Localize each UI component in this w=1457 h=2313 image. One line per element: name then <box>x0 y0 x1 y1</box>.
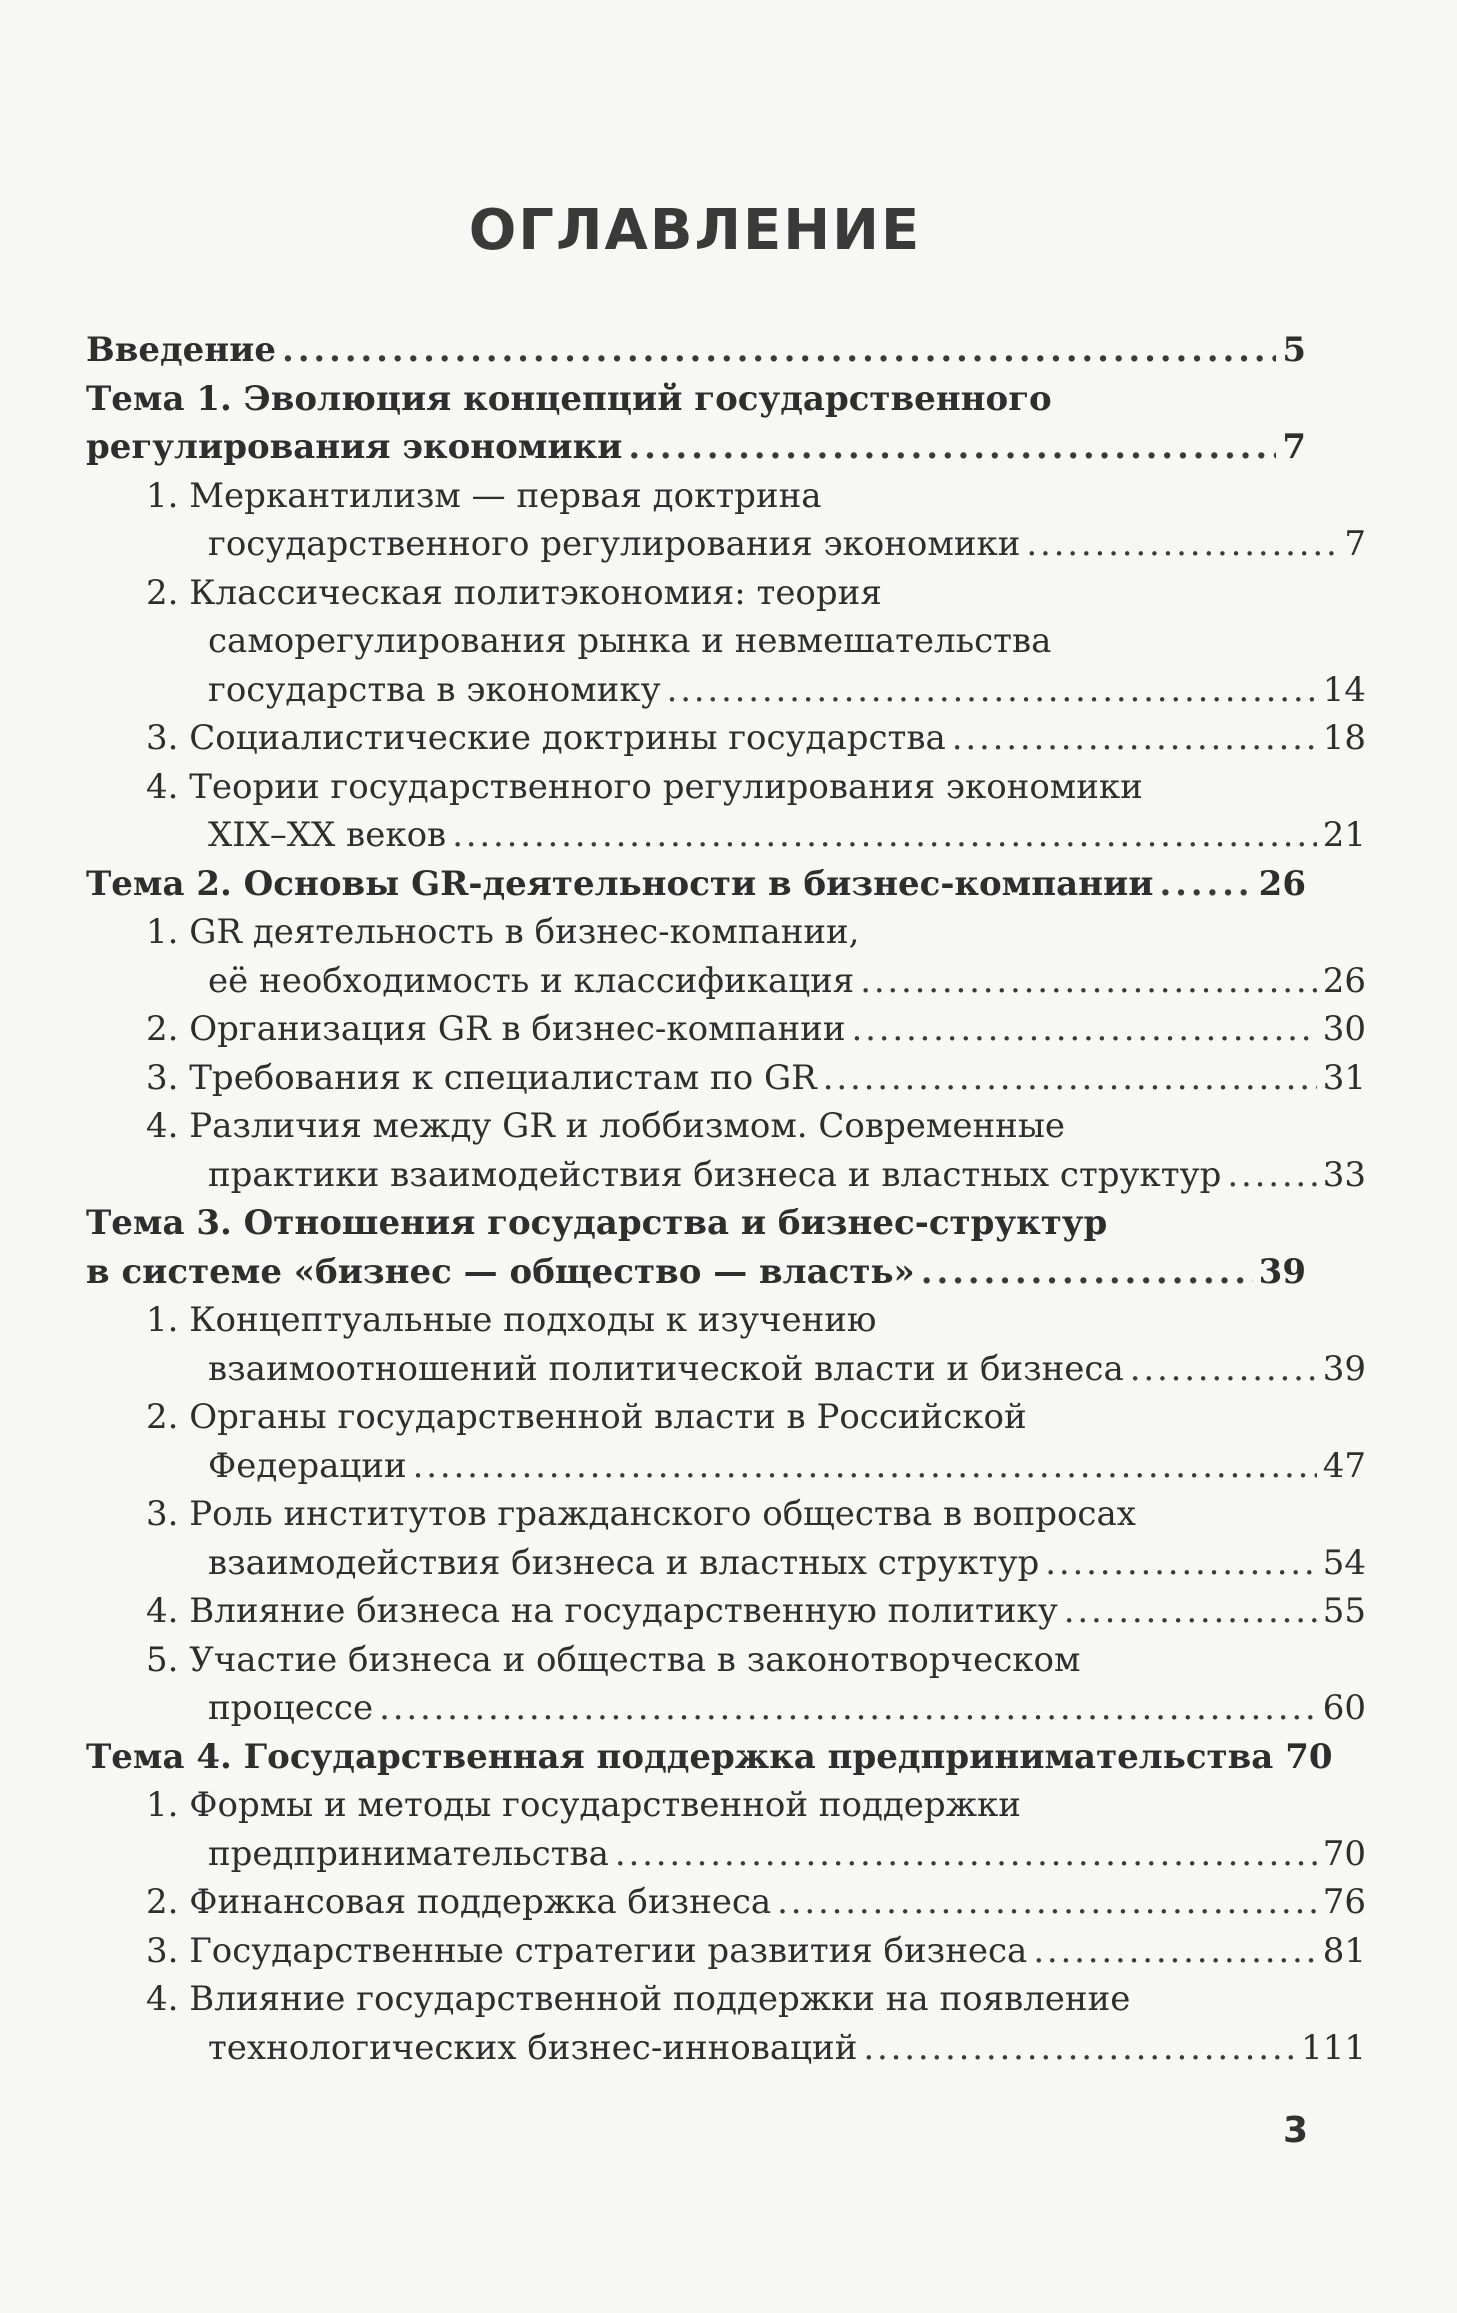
toc-entry-text: взаимодействия бизнеса и властных структур <box>208 1542 1040 1583</box>
toc-entry-text: 1. GR деятельность в бизнес-компании, <box>146 912 860 952</box>
toc-page-number: 31 <box>1322 1057 1366 1098</box>
toc-entry-line <box>146 957 1366 1006</box>
toc-topic-entry[interactable] <box>86 1733 1333 1782</box>
toc-entry-text: 3. Социалистические доктрины государства <box>146 718 946 758</box>
toc-entry-text: Федерации <box>208 1445 407 1486</box>
toc-entry-text: 5. Участие бизнеса и общества в законотворческом <box>146 1639 1081 1680</box>
toc-page-number: 81 <box>1322 1930 1366 1971</box>
toc-entry-line <box>146 1684 1366 1733</box>
dot-leader <box>860 957 1317 1006</box>
toc-entry-text: 4. Влияние бизнеса на государственную политику <box>146 1591 1058 1631</box>
toc-page-number: 26 <box>1258 863 1306 904</box>
dot-leader <box>823 1054 1317 1103</box>
toc-page-number: 39 <box>1258 1251 1306 1292</box>
toc-page-number: 14 <box>1322 669 1366 710</box>
toc-entry-line <box>146 1636 1366 1685</box>
page-number: 3 <box>1283 2110 1309 2151</box>
toc-entry-line <box>146 1830 1366 1879</box>
toc-entry-line <box>146 1296 1366 1345</box>
dot-leader <box>413 1442 1317 1491</box>
toc-entry-text: XIX–XX веков <box>208 815 447 855</box>
toc-entry-text: Тема 1. Эволюция концепций государственного <box>86 378 1052 419</box>
dot-leader <box>1159 860 1252 909</box>
page-title: ОГЛАВЛЕНИЕ <box>468 198 922 263</box>
toc-entry-line <box>146 569 1366 618</box>
toc-entry-text: 1. Формы и методы государственной поддержки <box>146 1785 1021 1825</box>
toc-entry-line <box>146 763 1366 812</box>
toc-entry-text: Тема 3. Отношения государства и бизнес-структур <box>86 1203 1108 1243</box>
toc-subsection-entry[interactable] <box>86 1490 1366 1587</box>
toc-subsection-entry[interactable] <box>86 1296 1366 1393</box>
toc-subsection-entry[interactable] <box>86 1781 1366 1878</box>
toc-topic-entry[interactable] <box>86 375 1306 472</box>
dot-leader <box>1026 520 1338 569</box>
toc-subsection-entry[interactable] <box>86 569 1366 715</box>
toc-page-number: 76 <box>1322 1882 1366 1922</box>
toc-entry-line <box>86 375 1306 424</box>
toc-entry-text: практики взаимодействия бизнеса и властных структур <box>208 1154 1222 1195</box>
toc-page-number: 30 <box>1322 1009 1366 1049</box>
toc-entry-line <box>86 860 1306 909</box>
toc-page-number: 54 <box>1322 1542 1366 1583</box>
toc-page-number: 47 <box>1322 1445 1366 1486</box>
toc-page-number: 55 <box>1322 1591 1366 1631</box>
toc-entry-text: технологических бизнес-инноваций <box>208 2027 858 2068</box>
toc-entry-line <box>146 1442 1366 1491</box>
toc-entry-text: процессе <box>208 1688 374 1728</box>
toc-page-number: 33 <box>1322 1154 1366 1195</box>
toc-entry-text: государственного регулирования экономики <box>208 524 1021 564</box>
toc-subsection-entry[interactable] <box>86 763 1366 860</box>
toc-page-number: 70 <box>1285 1736 1333 1777</box>
toc-subsection-entry[interactable] <box>86 472 1366 569</box>
toc-entry-line <box>146 1393 1366 1442</box>
toc-entry-line <box>146 1151 1366 1200</box>
toc-page-number: 70 <box>1322 1833 1366 1874</box>
toc-page-number: 7 <box>1282 427 1306 467</box>
dot-leader <box>1033 1927 1316 1976</box>
toc-page-number: 60 <box>1322 1688 1366 1728</box>
toc-subsection-entry[interactable] <box>86 908 1366 1005</box>
toc-topic-entry[interactable] <box>86 860 1306 909</box>
toc-page-number: 7 <box>1344 524 1366 564</box>
toc-entry-line <box>86 326 1306 375</box>
dot-leader <box>777 1878 1317 1927</box>
toc-entry-line <box>146 472 1366 521</box>
dot-leader <box>1227 1151 1316 1200</box>
toc-entry-text: 2. Органы государственной власти в Российской <box>146 1397 1027 1437</box>
toc-entry-line <box>146 1927 1366 1976</box>
toc-subsection-entry[interactable] <box>86 1927 1366 1976</box>
toc-topic-entry[interactable] <box>86 1199 1306 1296</box>
dot-leader <box>851 1005 1316 1054</box>
toc-page-number: 5 <box>1282 330 1306 370</box>
toc-page-number: 21 <box>1322 815 1366 855</box>
dot-leader <box>1130 1345 1317 1394</box>
toc-entry-line <box>146 2024 1366 2073</box>
dot-leader <box>1045 1539 1317 1588</box>
toc-entry-text: 2. Финансовая поддержка бизнеса <box>146 1882 772 1922</box>
toc-entry-line <box>146 908 1366 957</box>
dot-leader <box>1064 1587 1317 1636</box>
dot-leader <box>615 1830 1317 1879</box>
toc-entry-line <box>86 1248 1306 1297</box>
toc-subsection-entry[interactable] <box>86 1005 1366 1054</box>
toc-entry-text: 2. Организация GR в бизнес-компании <box>146 1009 846 1049</box>
toc-entry-text: в системе «бизнес — общество — власть» <box>86 1251 915 1292</box>
toc-entry-line <box>146 1490 1366 1539</box>
toc-entry-line <box>86 423 1306 472</box>
dot-leader <box>863 2024 1295 2073</box>
toc-subsection-entry[interactable] <box>86 1393 1366 1490</box>
toc-entry-text: Тема 4. Государственная поддержка предпринимательства <box>86 1736 1274 1777</box>
toc-subsection-entry[interactable] <box>86 1102 1366 1199</box>
toc-subsection-entry[interactable] <box>86 1054 1366 1103</box>
toc-subsection-entry[interactable] <box>86 1878 1366 1927</box>
toc-entry-text: Тема 2. Основы GR-деятельности в бизнес-компании <box>86 863 1154 904</box>
toc-entry-text: государства в экономику <box>208 669 661 710</box>
toc-entry-text: Введение <box>86 330 277 370</box>
toc-entry-line <box>146 1005 1366 1054</box>
toc-page-number: 39 <box>1322 1348 1366 1389</box>
toc-entry-line <box>146 811 1366 860</box>
toc-page-number: 18 <box>1322 718 1366 758</box>
toc-entry-text: взаимоотношений политической власти и бизнеса <box>208 1348 1124 1389</box>
toc-entry-text: 3. Государственные стратегии развития бизнеса <box>146 1930 1028 1971</box>
toc-entry-text: предпринимательства <box>208 1833 609 1874</box>
dot-leader <box>921 1248 1253 1297</box>
toc-entry-line <box>146 1975 1366 2024</box>
dot-leader <box>952 714 1317 763</box>
toc-entry-line <box>146 666 1366 715</box>
dot-leader <box>379 1684 1317 1733</box>
dot-leader <box>667 666 1317 715</box>
toc-entry-line <box>86 1733 1333 1782</box>
toc-entry-line <box>146 1102 1366 1151</box>
toc-entry-text: регулирования экономики <box>86 427 623 467</box>
toc-entry-text: 3. Требования к специалистам по GR <box>146 1057 817 1098</box>
toc-entry-text: 4. Теории государственного регулирования экономики <box>146 766 1143 807</box>
toc-entry-text: 4. Различия между GR и лоббизмом. Современные <box>146 1106 1065 1146</box>
toc-entry-line <box>146 617 1366 666</box>
toc-entry-text: 1. Концептуальные подходы к изучению <box>146 1300 877 1340</box>
toc-entry-text: 2. Классическая политэкономия: теория <box>146 572 882 613</box>
table-of-contents <box>86 326 1366 2072</box>
toc-entry-line <box>146 1054 1366 1103</box>
toc-entry-line <box>86 1199 1306 1248</box>
dot-leader <box>282 326 1276 375</box>
toc-entry-text: саморегулирования рынка и невмешательства <box>208 621 1052 661</box>
dot-leader <box>628 423 1276 472</box>
toc-entry-line <box>146 1539 1366 1588</box>
toc-subsection-entry[interactable] <box>86 1587 1366 1636</box>
toc-entry-text: её необходимость и классификация <box>208 960 855 1001</box>
toc-page-number: 26 <box>1322 960 1366 1001</box>
dot-leader <box>452 811 1317 860</box>
toc-entry-text: 3. Роль институтов гражданского общества в вопросах <box>146 1494 1136 1534</box>
toc-subsection-entry[interactable] <box>86 1636 1366 1733</box>
toc-subsection-entry[interactable] <box>86 714 1366 763</box>
toc-entry-text: 1. Меркантилизм — первая доктрина <box>146 475 822 516</box>
toc-entry-line <box>146 1878 1366 1927</box>
toc-entry-line <box>146 1345 1366 1394</box>
toc-intro-entry[interactable] <box>86 326 1306 375</box>
toc-entry-line <box>146 520 1366 569</box>
toc-subsection-entry[interactable] <box>86 1975 1366 2072</box>
toc-entry-text: 4. Влияние государственной поддержки на появление <box>146 1979 1131 2019</box>
toc-entry-line <box>146 1587 1366 1636</box>
toc-entry-line <box>146 1781 1366 1830</box>
toc-page-number: 111 <box>1301 2027 1366 2068</box>
toc-entry-line <box>146 714 1366 763</box>
